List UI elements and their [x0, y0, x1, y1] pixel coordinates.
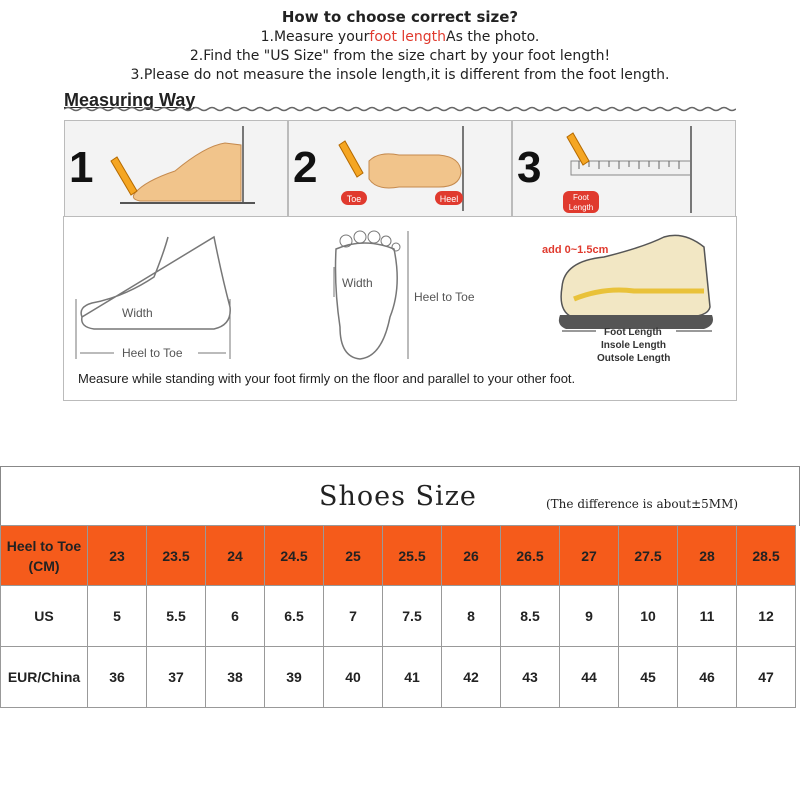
sole-width-label: Width [342, 276, 373, 290]
foot-length-highlight: foot length [369, 29, 447, 45]
size-chart [0, 466, 800, 710]
table-cell: 36 [88, 647, 147, 708]
table-cell: 26.5 [501, 526, 560, 586]
table-cell: 24 [206, 526, 265, 586]
measurement-diagrams [64, 217, 736, 367]
measuring-way-title: Measuring Way [64, 90, 196, 110]
table-cell: 10 [619, 586, 678, 647]
toe-tag: Toe [346, 194, 362, 204]
step-2-number: 2 [293, 143, 318, 192]
step-2-illustration [289, 121, 511, 217]
insole-length-label: Insole Length [601, 340, 666, 351]
table-cell: 12 [737, 586, 796, 647]
size-table [0, 525, 796, 708]
table-cell: 44 [560, 647, 619, 708]
table-cell: 27 [560, 526, 619, 586]
table-cell: 8 [442, 586, 501, 647]
table-cell: 7 [324, 586, 383, 647]
table-cell: 47 [737, 647, 796, 708]
table-cell: 28.5 [737, 526, 796, 586]
size-chart-title: Shoes Size [319, 481, 477, 512]
measurement-note: Measure while standing with your foot firmly on the floor and parallel to your other foot. [78, 371, 576, 386]
measurement-diagrams-panel [63, 216, 737, 401]
step-3-illustration [513, 121, 735, 217]
table-cell: 24.5 [265, 526, 324, 586]
table-cell: 6 [206, 586, 265, 647]
instruction-line-3: 3.Please do not measure the insole length,it is different from the foot length. [130, 67, 670, 83]
table-cell: 39 [265, 647, 324, 708]
table-row-us [1, 586, 796, 647]
step-panel-3 [512, 120, 736, 218]
table-cell: 8.5 [501, 586, 560, 647]
table-cell: 5 [88, 586, 147, 647]
step-1-number: 1 [69, 143, 94, 192]
table-cell: 41 [383, 647, 442, 708]
row-label: EUR/China [1, 647, 88, 708]
instruction-line-1-prefix: 1.Measure your [260, 29, 370, 45]
foot-length-tag-line-2: Length [568, 203, 594, 212]
table-cell: 7.5 [383, 586, 442, 647]
table-cell: 37 [147, 647, 206, 708]
table-cell: 28 [678, 526, 737, 586]
foot-length-label: Foot Length [604, 327, 662, 338]
table-cell: 26 [442, 526, 501, 586]
size-chart-caption [0, 466, 800, 526]
side-width-label: Width [122, 306, 153, 320]
instruction-line-2: 2.Find the "US Size" from the size chart by your foot length! [189, 48, 611, 64]
step-1-illustration [65, 121, 287, 217]
table-cell: 46 [678, 647, 737, 708]
step-panel-2 [288, 120, 512, 218]
table-cell: 38 [206, 647, 265, 708]
table-cell: 23 [88, 526, 147, 586]
table-cell: 25 [324, 526, 383, 586]
outsole-length-label: Outsole Length [597, 353, 671, 364]
table-cell: 40 [324, 647, 383, 708]
table-row-heel-to-toe [1, 526, 796, 586]
step-3-number: 3 [517, 143, 542, 192]
table-cell: 42 [442, 647, 501, 708]
instruction-line-1 [0, 28, 800, 47]
table-row-eur-china [1, 647, 796, 708]
instructions-header [0, 6, 800, 85]
size-chart-note: (The difference is about±5MM) [546, 497, 739, 511]
wavy-divider [64, 106, 736, 112]
table-cell: 25.5 [383, 526, 442, 586]
instructions-title: How to choose correct size? [281, 8, 519, 26]
row-label: US [1, 586, 88, 647]
foot-length-tag-line-1: Foot [572, 193, 590, 202]
table-cell: 27.5 [619, 526, 678, 586]
table-cell: 9 [560, 586, 619, 647]
step-panel-1 [64, 120, 288, 218]
table-cell: 11 [678, 586, 737, 647]
sole-heel-to-toe-label: Heel to Toe [414, 290, 475, 304]
table-cell: 6.5 [265, 586, 324, 647]
side-heel-to-toe-label: Heel to Toe [122, 346, 183, 360]
add-length-label: add 0~1.5cm [542, 244, 609, 256]
row-label: Heel to Toe (CM) [1, 526, 88, 586]
table-cell: 45 [619, 647, 678, 708]
table-cell: 23.5 [147, 526, 206, 586]
heel-tag: Heel [439, 194, 459, 204]
table-cell: 43 [501, 647, 560, 708]
instruction-line-1-suffix: As the photo. [446, 29, 540, 45]
table-cell: 5.5 [147, 586, 206, 647]
